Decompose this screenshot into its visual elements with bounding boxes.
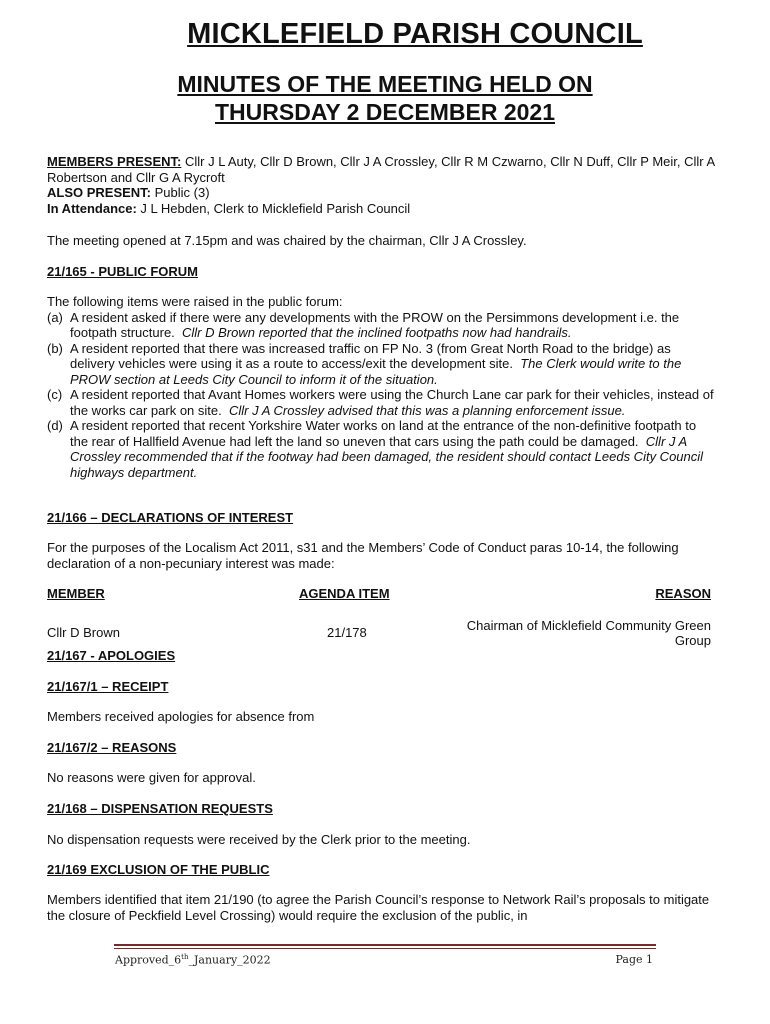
forum-item [47,310,715,341]
opening-statement: The meeting opened at 7.15pm and was chaired by the chairman, Cllr J A Crossley. [47,233,527,248]
members-present-text: Cllr J L Auty, Cllr D Brown, Cllr J A Crossley, Cllr R M Czwarno, Cllr N Duff, Cllr P Meir, Cllr A Robertson and Cllr G A Rycroft [47,154,715,185]
public-forum-intro: The following items were raised in the public forum: [47,294,343,309]
receipt-heading: 21/167/1 – RECEIPT [47,679,169,694]
apologies-heading: 21/167 - APOLOGIES [47,648,176,663]
forum-item-note: Cllr D Brown reported that the inclined footpaths now had handrails. [182,325,572,340]
public-forum-heading: 21/165 - PUBLIC FORUM [47,264,198,279]
cell-member: Cllr D Brown [47,625,120,641]
dispensation-text: No dispensation requests were received by the Clerk prior to the meeting. [47,832,471,847]
declarations-intro: For the purposes of the Localism Act 2011, s31 and the Members’ Code of Conduct paras 10-14, the following declaration of a non-pecuniary interest was made: [47,540,679,571]
declarations-table [47,586,711,649]
attendance-block [47,154,715,216]
exclusion-heading: 21/169 EXCLUSION OF THE PUBLIC [47,862,270,877]
in-attendance-text: J L Hebden, Clerk to Micklefield Parish Council [136,200,411,216]
forum-item-label: (a) [47,309,63,325]
forum-item-label: (b) [47,340,63,356]
forum-item [47,418,715,480]
cell-agenda-item: 21/178 [327,625,367,641]
column-header-agenda-item: AGENDA ITEM [299,586,390,601]
members-present [47,154,715,185]
forum-item-note: Cllr J A Crossley advised that this was a planning enforcement issue. [228,402,626,418]
footer-divider-thin [114,948,656,949]
cell-reason: Chairman of Micklefield Community Green Group [466,617,711,648]
footer-divider [114,944,656,946]
reasons-text: No reasons were given for approval. [47,770,256,785]
table-row [47,618,711,649]
dispensation-heading: 21/168 – DISPENSATION REQUESTS [47,801,273,816]
in-attendance [47,201,715,217]
also-present [47,185,715,201]
council-title: MICKLEFIELD PARISH COUNCIL [187,18,643,50]
minutes-title-line2: THURSDAY 2 DECEMBER 2021 [214,99,555,125]
receipt-text: Members received apologies for absence from [47,709,315,724]
forum-item-text: A resident asked if there were any developments with the PROW on the Persimmons development i.e. the footpath structure. [70,309,680,340]
also-present-label: ALSO PRESENT: [47,185,152,200]
members-present-label: MEMBERS PRESENT: [47,154,182,169]
forum-item [47,387,715,418]
forum-item-note: The Clerk would write to the PROW section at Leeds City Council to inform it of the situation. [70,356,682,387]
forum-item-text: A resident reported that Avant Homes workers were using the Church Lane car park for their vehicles, instead of the works car park on site. [70,387,714,418]
declarations-heading: 21/166 – DECLARATIONS OF INTEREST [47,510,294,525]
column-header-member: MEMBER [47,586,105,601]
forum-item-label: (d) [47,418,63,433]
minutes-title-line1: MINUTES OF THE MEETING HELD ON [177,71,593,97]
forum-item-text: A resident reported that recent Yorkshire Water works on land at the entrance of the non-definitive footpath to the rear of Hallfield Avenue had left the land so uneven that cars using the path could be damaged. [70,418,697,449]
also-present-text: Public (3) [151,185,210,200]
column-header-reason: REASON [655,586,711,601]
declarations-table-wrap [47,586,715,649]
reasons-heading: 21/167/2 – REASONS [47,740,177,755]
footer-approved: Approved_6th_January_2022 [115,953,271,967]
forum-item [47,341,715,388]
public-forum-section [47,294,715,480]
minutes-title [0,70,770,126]
table-header-row [47,586,711,602]
forum-item-label: (c) [47,387,63,402]
forum-item-text: A resident reported that there was increased traffic on FP No. 3 (from Great North Road to the bridge) as delivery vehicles were using it as a route to access/exit the development site. [70,340,671,371]
footer-page-number: Page 1 [615,953,653,966]
forum-item-note: Cllr J A Crossley recommended that if the footway had been damaged, the resident should contact Leeds City Council highways department. [70,433,704,480]
exclusion-text: Members identified that item 21/190 (to agree the Parish Council’s response to Network Rail’s proposals to mitigate the closure of Peckfield Level Crossing) would require the exclusion of the public, in [47,892,710,923]
in-attendance-label: In Attendance: [47,200,137,216]
